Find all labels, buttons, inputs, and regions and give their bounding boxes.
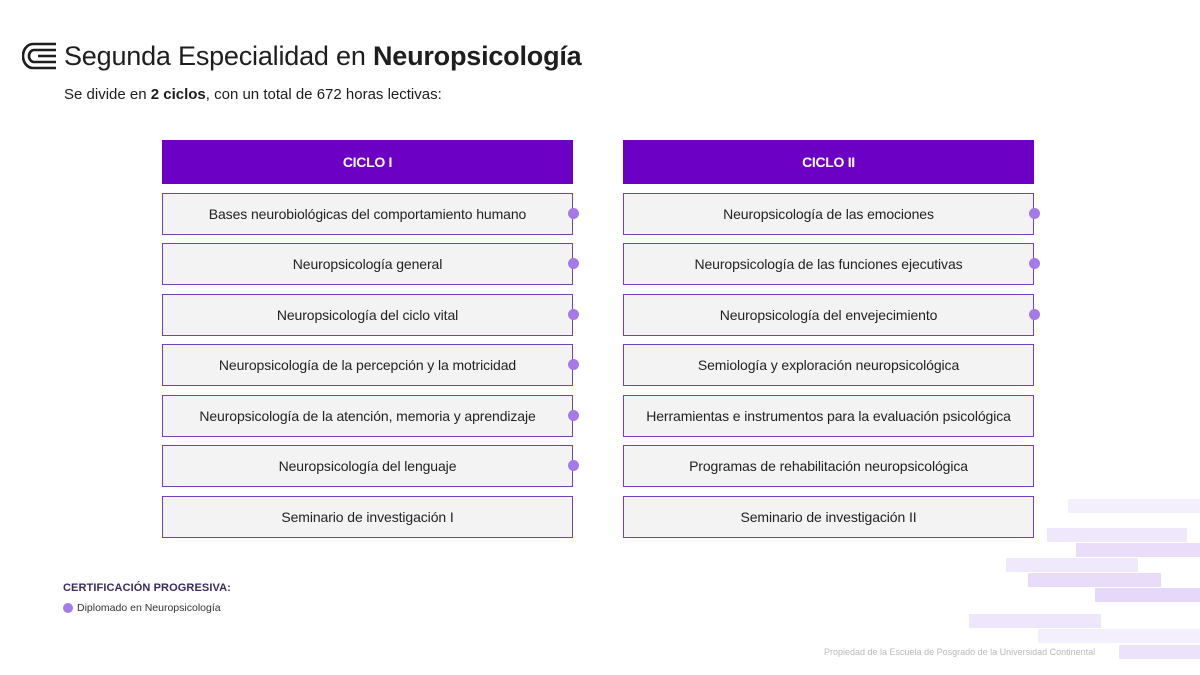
diploma-dot-icon <box>568 359 579 370</box>
course-name: Neuropsicología de la percepción y la motricidad <box>218 357 517 373</box>
course-name: Programas de rehabilitación neuropsicológica <box>689 458 968 474</box>
course-name: Neuropsicología del ciclo vital <box>276 306 459 323</box>
diploma-dot-icon <box>568 410 579 421</box>
page-subtitle: Se divide en 2 ciclos, con un total de 672 horas lectivas: <box>64 86 442 103</box>
decorative-stripe <box>1076 543 1200 557</box>
page-title: Segunda Especialidad en Neuropsicología <box>64 41 582 71</box>
decorative-stripe <box>1028 573 1161 587</box>
decorative-stripe <box>1119 645 1200 659</box>
course-name: Neuropsicología de las emociones <box>723 205 934 222</box>
decorative-stripe <box>1068 499 1200 513</box>
diploma-dot-icon <box>1029 258 1040 269</box>
course-name: Neuropsicología de la atención, memoria y aprendizaje <box>199 407 536 424</box>
diploma-dot-icon <box>1029 309 1040 320</box>
course-name: Neuropsicología del envejecimiento <box>719 306 938 323</box>
course-box <box>623 496 1034 538</box>
certification-legend-item <box>63 602 221 614</box>
decorative-stripe <box>1095 588 1200 602</box>
course-name: Semiología y exploración neuropsicológica <box>697 357 960 373</box>
cycle-2-header: CICLO II <box>623 140 1034 184</box>
course-box <box>623 294 1034 336</box>
course-box <box>162 193 573 235</box>
diploma-dot-icon <box>1029 208 1040 219</box>
diploma-dot-icon <box>568 309 579 320</box>
course-name: Seminario de investigación II <box>740 508 917 525</box>
course-box <box>162 243 573 285</box>
diploma-dot-icon <box>568 460 579 471</box>
decorative-stripe <box>1047 528 1187 542</box>
course-box <box>623 243 1034 285</box>
course-box <box>623 193 1034 235</box>
decorative-stripe <box>969 614 1101 628</box>
course-box <box>162 496 573 538</box>
course-box <box>623 395 1034 437</box>
book-stack-icon <box>22 41 58 71</box>
decorative-stripe <box>1006 558 1138 572</box>
course-box <box>623 445 1034 487</box>
course-box <box>162 395 573 437</box>
cycle-2-column <box>623 140 1034 538</box>
course-name: Neuropsicología general <box>292 256 443 272</box>
course-box <box>162 294 573 336</box>
course-name: Seminario de investigación I <box>281 508 454 525</box>
cycle-1-header: CICLO I <box>162 140 573 184</box>
course-box <box>623 344 1034 386</box>
decorative-stripe <box>1038 629 1200 643</box>
course-box <box>162 344 573 386</box>
legend-dot-icon <box>63 603 73 613</box>
certification-label: Diplomado en Neuropsicología <box>77 602 221 614</box>
diploma-dot-icon <box>568 208 579 219</box>
course-name: Bases neurobiológicas del comportamiento humano <box>208 205 527 222</box>
course-name: Neuropsicología del lenguaje <box>278 458 457 474</box>
certification-title: CERTIFICACIÓN PROGRESIVA: <box>63 582 231 594</box>
footer-note: Propiedad de la Escuela de Posgrado de la Universidad Continental <box>824 647 1096 657</box>
course-name: Neuropsicología de las funciones ejecutivas <box>694 256 963 272</box>
course-box <box>162 445 573 487</box>
cycle-1-column <box>162 140 573 538</box>
diploma-dot-icon <box>568 258 579 269</box>
course-name: Herramientas e instrumentos para la evaluación psicológica <box>646 407 1011 424</box>
